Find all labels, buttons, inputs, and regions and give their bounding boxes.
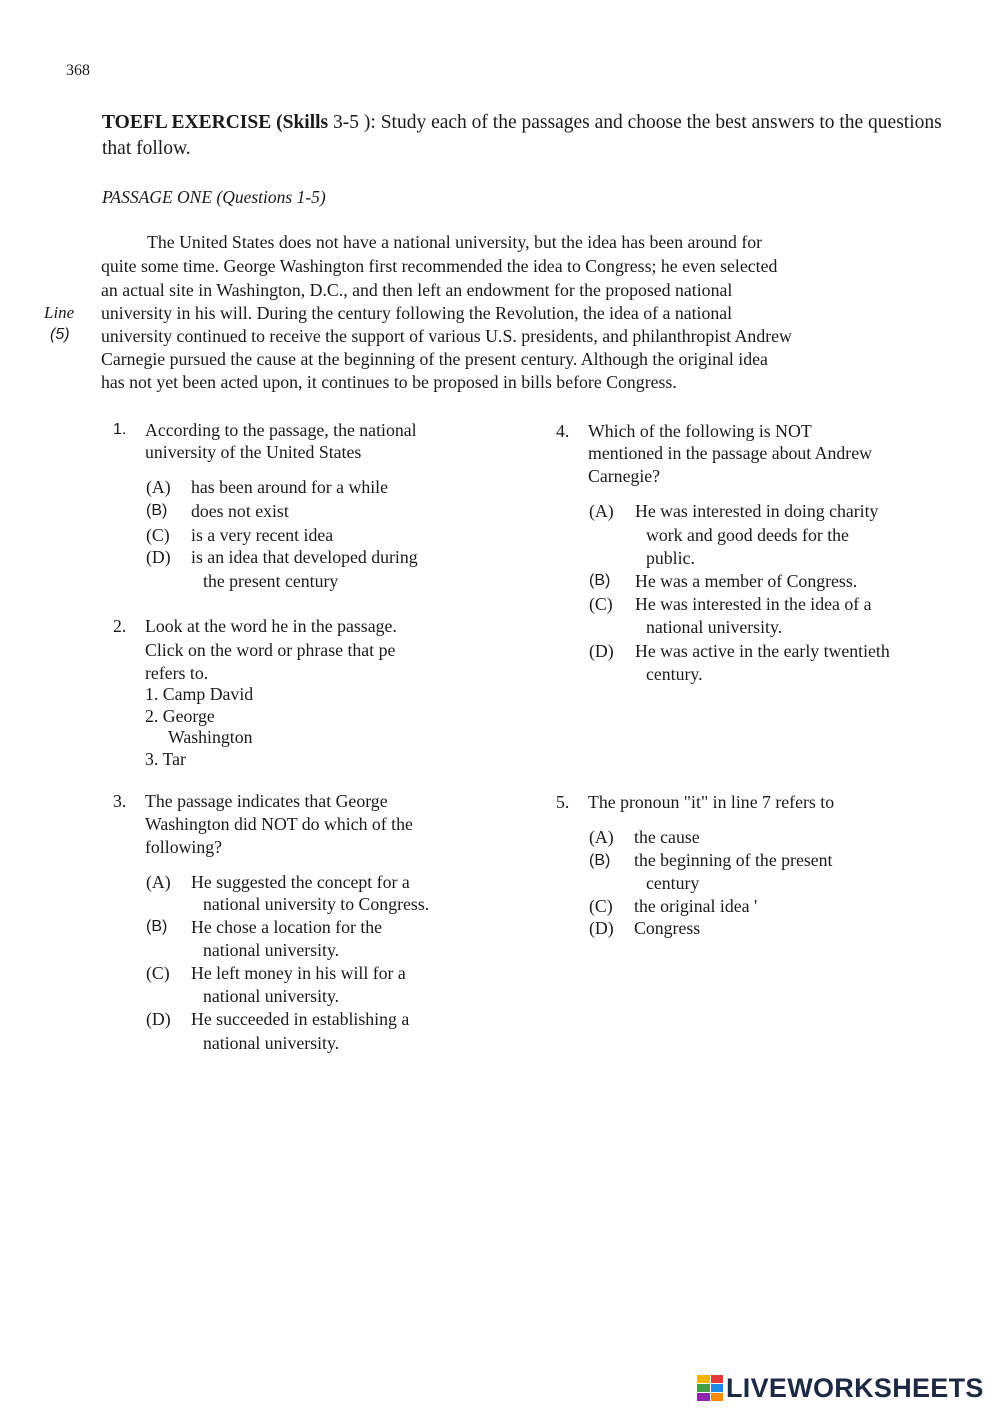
page-number: 368 — [66, 62, 90, 79]
exercise-instruction — [102, 110, 952, 162]
option-text: national university. — [203, 940, 340, 960]
question-stem: The pronoun "it" in line 7 refers to — [588, 792, 835, 812]
passage-title: PASSAGE ONE (Questions 1-5) — [102, 187, 326, 207]
question-stem: According to the passage, the national — [145, 420, 417, 440]
liveworksheets-logo-icon — [697, 1375, 723, 1401]
option-text: century — [646, 873, 700, 893]
passage-line: has not yet been acted upon, it continues to be proposed in bills before Congress. — [101, 372, 677, 392]
option-letter: (C) — [589, 896, 613, 916]
option-text: He was interested in doing charity — [635, 501, 879, 521]
question-stem: The passage indicates that George — [145, 791, 388, 811]
question-stem: Carnegie? — [588, 466, 661, 486]
option-text: is an idea that developed during — [191, 547, 418, 567]
option-letter: (D) — [589, 918, 614, 938]
option-text: He was active in the early twentieth — [635, 641, 890, 661]
liveworksheets-logo-text: LIVEWORKSHEETS — [726, 1372, 984, 1403]
question-stem: refers to. — [145, 663, 209, 683]
passage-line: university in his will. During the century following the Revolution, the idea of a national — [101, 303, 733, 323]
logo-square — [711, 1375, 724, 1383]
question-stem: Click on the word or phrase that pe — [145, 640, 396, 660]
instruction-text: Study each of the passages and choose the best answers to the questions that follow. — [102, 112, 942, 159]
logo-square — [697, 1375, 710, 1383]
option-letter: (A) — [589, 501, 614, 521]
question-number: 4. — [556, 421, 570, 441]
option-letter: (B) — [146, 502, 168, 519]
question-number: 2. — [113, 616, 127, 636]
option-text: He succeeded in establishing a — [191, 1009, 410, 1029]
option-letter: (A) — [146, 872, 171, 892]
option-text: national university to Congress. — [203, 894, 430, 914]
line-number: (5) — [50, 326, 70, 343]
question-stem: Look at the word he in the passage. — [145, 616, 397, 636]
question-number: 3. — [113, 791, 127, 811]
question-number: 5. — [556, 792, 570, 812]
exercise-title: TOEFL EXERCISE — [102, 112, 272, 133]
option-letter: (D) — [146, 547, 171, 567]
option-text: work and good deeds for the — [646, 525, 849, 545]
option-text: the present century — [203, 571, 339, 591]
option-letter: (C) — [146, 525, 170, 545]
option-text: He was a member of Congress. — [635, 571, 858, 591]
option-letter: (A) — [589, 827, 614, 847]
liveworksheets-logo[interactable] — [697, 1373, 984, 1403]
option-letter: (B) — [589, 572, 611, 589]
option-letter: (B) — [146, 918, 168, 935]
choice-washington[interactable]: Washington — [168, 727, 253, 747]
option-text: national university. — [203, 1033, 340, 1053]
passage-line: university continued to receive the support of various U.S. presidents, and philanthropist Andrew — [101, 326, 792, 346]
question-stem: university of the United States — [145, 442, 362, 462]
option-text: Congress — [634, 918, 701, 938]
option-letter: (A) — [146, 477, 171, 497]
choice-tar[interactable]: 3. Tar — [145, 749, 186, 769]
option-text: century. — [646, 664, 703, 684]
passage-line: quite some time. George Washington first recommended the idea to Congress; he even selected — [101, 256, 778, 276]
question-number: 1. — [113, 421, 127, 438]
option-text: has been around for a while — [191, 477, 389, 497]
question-stem: following? — [145, 837, 223, 857]
question-stem: Which of the following is NOT — [588, 421, 812, 441]
line-label: Line — [44, 303, 75, 322]
question-stem: mentioned in the passage about Andrew — [588, 443, 872, 463]
choice-george[interactable]: 2. George — [145, 706, 215, 726]
option-letter: (D) — [589, 641, 614, 661]
option-text: national university. — [646, 617, 783, 637]
option-letter: (D) — [146, 1009, 171, 1029]
option-text: is a very recent idea — [191, 525, 334, 545]
option-text: does not exist — [191, 501, 289, 521]
logo-square — [697, 1384, 710, 1392]
option-text: national university. — [203, 986, 340, 1006]
logo-square — [711, 1384, 724, 1392]
option-text: the original idea ' — [634, 896, 758, 916]
option-text: public. — [646, 548, 695, 568]
option-letter: (C) — [146, 963, 170, 983]
option-letter: (C) — [589, 594, 613, 614]
choice-camp-david[interactable]: 1. Camp David — [145, 684, 254, 704]
option-text: the cause — [634, 827, 700, 847]
logo-square — [711, 1393, 724, 1401]
passage-line: The United States does not have a national university, but the idea has been around for — [147, 232, 763, 252]
skills-label: (Skills — [276, 112, 329, 133]
skills-range: 3-5 ): — [333, 112, 376, 133]
option-text: He chose a location for the — [191, 917, 383, 937]
question-stem: Washington did NOT do which of the — [145, 814, 413, 834]
option-letter: (B) — [589, 852, 611, 869]
passage-line: Carnegie pursued the cause at the beginning of the present century. Although the original idea — [101, 349, 768, 369]
option-text: the beginning of the present — [634, 850, 833, 870]
option-text: He left money in his will for a — [191, 963, 406, 983]
option-text: He was interested in the idea of a — [635, 594, 872, 614]
option-text: He suggested the concept for a — [191, 872, 410, 892]
logo-square — [697, 1393, 710, 1401]
passage-line: an actual site in Washington, D.C., and then left an endowment for the proposed national — [101, 280, 733, 300]
